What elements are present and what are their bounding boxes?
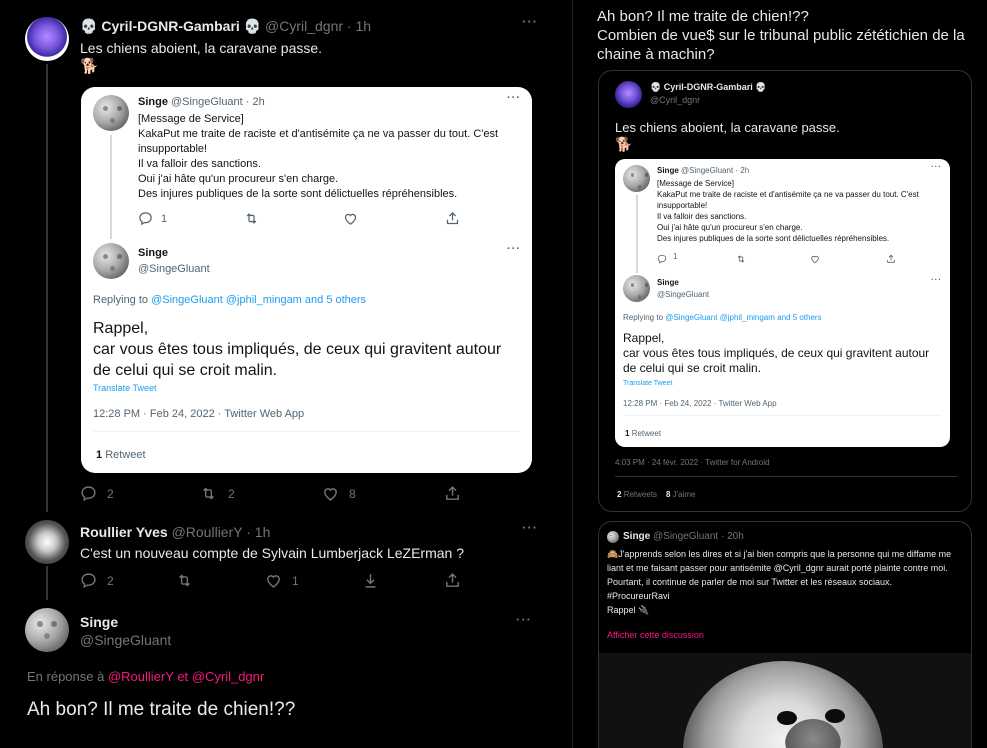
tweet-meta: 12:28 PM · Feb 24, 2022 · Twitter Web App — [623, 399, 777, 408]
more-icon[interactable]: ··· — [931, 162, 942, 171]
translate-link[interactable]: Translate Tweet — [93, 383, 157, 393]
tweet-card[interactable] — [598, 521, 972, 748]
tweet-header — [80, 18, 371, 35]
reply-prefix: En réponse à — [27, 669, 105, 684]
tweet-header — [80, 524, 270, 540]
retweet-stat[interactable] — [625, 429, 661, 438]
author-name[interactable]: Cyril-DGNR-Gambari — [101, 18, 240, 34]
replying-prefix: Replying to — [93, 294, 149, 306]
quoted-tweet-card[interactable] — [598, 70, 972, 512]
tweet-text: C'est un nouveau compte de Sylvain Lumberjack LeZErman ? — [80, 545, 464, 561]
author-name[interactable]: Singe — [657, 278, 679, 287]
tweet-header — [623, 531, 744, 542]
reply-target[interactable]: @RoullierY — [107, 669, 174, 684]
skull-icon: 💀 — [755, 82, 767, 92]
reply-target[interactable]: @Cyril_dgnr — [191, 669, 265, 684]
tweet-text: [Message de Service] KakaPut me traite de raciste et d'antisémite ça ne va passer du tout. C'est insupportable! Il va falloir des sanctions. Oui j'ai hâte qu'un procureur s'en charge. Des injures publiques de la sorte sont délictuelles répréhensibles. — [138, 113, 499, 200]
retweet-count: 2 — [228, 487, 235, 501]
thread-line — [110, 135, 112, 239]
retweet-icon[interactable] — [200, 485, 217, 502]
thread-line — [46, 566, 48, 600]
author-handle[interactable]: @SingeGluant — [653, 531, 719, 542]
retweet-icon[interactable] — [736, 251, 746, 261]
reply-count: 2 — [107, 487, 114, 501]
avatar[interactable] — [93, 243, 129, 279]
likes-label: J'aime — [672, 490, 696, 499]
retweet-stat[interactable] — [96, 449, 146, 461]
author-handle[interactable]: @SingeGluant — [657, 290, 710, 299]
tweet-emoji: 🐕 — [615, 136, 633, 152]
tweet-emoji: 🐕 — [80, 58, 99, 75]
retweets-count: 2 — [617, 490, 622, 499]
tweet-text: [Message de Service] KakaPut me traite de raciste et d'antisémite ça ne va passer du tout. C'est insupportable! Il va falloir des sanctions. Oui j'ai hâte qu'un procureur s'en charge. Des injures publiques de la sorte sont délictuelles répréhensibles. — [657, 179, 919, 243]
more-icon[interactable]: ··· — [931, 275, 942, 284]
author-name[interactable]: Singe — [138, 96, 168, 108]
share-icon[interactable] — [444, 485, 461, 502]
author-name[interactable]: Singe — [80, 614, 119, 630]
avatar[interactable] — [623, 165, 650, 192]
reply-icon[interactable] — [80, 485, 97, 502]
thread-line — [46, 64, 48, 512]
heart-icon[interactable] — [810, 251, 820, 261]
reply-count: 1 — [161, 213, 168, 225]
replying-targets[interactable]: @SingeGluant @jphil_mingam and 5 others — [151, 294, 367, 306]
skull-icon: 💀 — [650, 82, 662, 92]
reply-icon[interactable] — [657, 251, 667, 261]
avatar[interactable] — [623, 275, 650, 302]
more-icon[interactable]: ··· — [507, 243, 521, 255]
divider — [93, 431, 520, 432]
like-count: 1 — [292, 574, 299, 588]
tweet-time[interactable]: · 2h — [245, 96, 265, 108]
tweet-time[interactable]: · 20h — [721, 531, 744, 542]
monkey-image — [683, 661, 883, 748]
retweet-count: 1 — [625, 429, 630, 438]
tweet-header — [138, 96, 265, 108]
retweets-label: Retweets — [623, 490, 658, 499]
author-name[interactable]: Singe — [138, 247, 168, 259]
heart-icon[interactable] — [322, 485, 339, 502]
tweet-meta: 4:03 PM · 24 févr. 2022 · Twitter for Android — [615, 458, 770, 467]
author-handle[interactable]: @SingeGluant — [80, 632, 172, 648]
divider — [623, 415, 941, 416]
monkey-eye — [825, 709, 845, 723]
tweet-text: Ah bon? Il me traite de chien!?? — [27, 699, 296, 720]
tweet-time[interactable]: · 1h — [246, 524, 271, 540]
avatar[interactable] — [25, 17, 69, 61]
author-handle[interactable]: @SingeGluant — [171, 96, 243, 108]
avatar[interactable] — [25, 520, 69, 564]
retweet-icon[interactable] — [244, 211, 259, 226]
engagement-stats[interactable] — [617, 490, 696, 499]
tweet-header — [657, 166, 749, 175]
more-icon[interactable]: ··· — [507, 92, 521, 104]
author-handle[interactable]: @SingeGluant — [138, 263, 210, 275]
skull-icon: 💀 — [243, 18, 262, 34]
author-handle[interactable]: @RoullierY — [171, 524, 243, 540]
author-name[interactable]: Cyril-DGNR-Gambari — [663, 82, 753, 92]
likes-count: 8 — [665, 490, 671, 499]
thread-line — [636, 195, 638, 273]
avatar[interactable] — [615, 81, 642, 108]
translate-link[interactable]: Translate Tweet — [623, 380, 673, 387]
tweet-text: Les chiens aboient, la caravane passe. — [80, 40, 323, 56]
panel-divider — [572, 0, 586, 748]
reply-count: 2 — [107, 574, 114, 588]
avatar[interactable] — [93, 95, 129, 131]
replying-targets[interactable]: @SingeGluant @jphil_mingam and 5 others — [665, 313, 822, 322]
tweet-header — [650, 82, 766, 93]
download-icon[interactable] — [362, 572, 379, 589]
retweet-icon[interactable] — [176, 572, 193, 589]
more-icon[interactable]: ··· — [522, 520, 538, 535]
reply-icon[interactable] — [138, 211, 153, 226]
tweet-text: Les chiens aboient, la caravane passe. — [615, 120, 840, 135]
tweet-text: Ah bon? Il me traite de chien!?? Combien de vue$ sur le tribunal public zététichien de la chaine à machin? — [597, 8, 965, 63]
reply-icon[interactable] — [80, 572, 97, 589]
tweet-image[interactable] — [599, 653, 972, 748]
tweet-time[interactable]: · 1h — [346, 18, 372, 34]
replying-to — [623, 313, 822, 322]
show-thread-link[interactable]: Afficher cette discussion — [607, 630, 704, 640]
author-name[interactable]: Singe — [657, 166, 679, 175]
reply-count: 1 — [673, 252, 678, 261]
retweet-label: Retweet — [631, 429, 662, 438]
author-handle[interactable]: @Cyril_dgnr — [265, 18, 344, 34]
retweet-label: Retweet — [105, 449, 146, 461]
divider — [615, 476, 957, 477]
tweet-text: Rappel, car vous êtes tous impliqués, de ceux qui gravitent autour de celui qui se croit malin. — [93, 320, 502, 379]
heart-icon[interactable] — [343, 211, 358, 226]
tweet-text: 🙈J'apprends selon les dires et si j'ai bien compris que la personne qui me diffame me liant et me faisant passer pour antisémite @Cyril_dgnr aurait porté plainte contre moi. Pourtant, il continue de parler de moi sur Twitter et les réseaux sociaux. #ProcureurRavi Rappel 🔌 — [607, 549, 952, 615]
like-count: 8 — [349, 487, 356, 501]
skull-icon: 💀 — [80, 18, 98, 34]
tweet-text: Rappel, car vous êtes tous impliqués, de ceux qui gravitent autour de celui qui se croit malin. — [623, 331, 930, 375]
author-name[interactable]: Roullier Yves — [80, 524, 168, 540]
reply-and: et — [177, 669, 189, 684]
avatar[interactable] — [25, 608, 69, 652]
author-handle[interactable]: @Cyril_dgnr — [650, 95, 701, 105]
retweet-count: 1 — [96, 449, 103, 461]
quoted-tweet-card[interactable] — [81, 87, 532, 473]
right-panel — [586, 0, 987, 748]
reply-context — [27, 669, 264, 684]
replying-to — [93, 294, 366, 306]
more-icon[interactable]: ··· — [516, 612, 532, 627]
replying-prefix: Replying to — [623, 313, 664, 322]
tweet-time[interactable]: · 2h — [735, 166, 750, 175]
share-icon[interactable] — [886, 251, 896, 261]
tweet-meta: 12:28 PM · Feb 24, 2022 · Twitter Web App — [93, 408, 305, 420]
share-icon[interactable] — [444, 572, 461, 589]
author-handle[interactable]: @SingeGluant — [681, 166, 734, 175]
monkey-eye — [777, 711, 797, 725]
quoted-tweet-card[interactable] — [615, 159, 950, 447]
more-icon[interactable]: ··· — [522, 14, 538, 29]
heart-icon[interactable] — [265, 572, 282, 589]
author-name[interactable]: Singe — [623, 531, 651, 542]
avatar[interactable] — [607, 531, 619, 543]
share-icon[interactable] — [445, 211, 460, 226]
